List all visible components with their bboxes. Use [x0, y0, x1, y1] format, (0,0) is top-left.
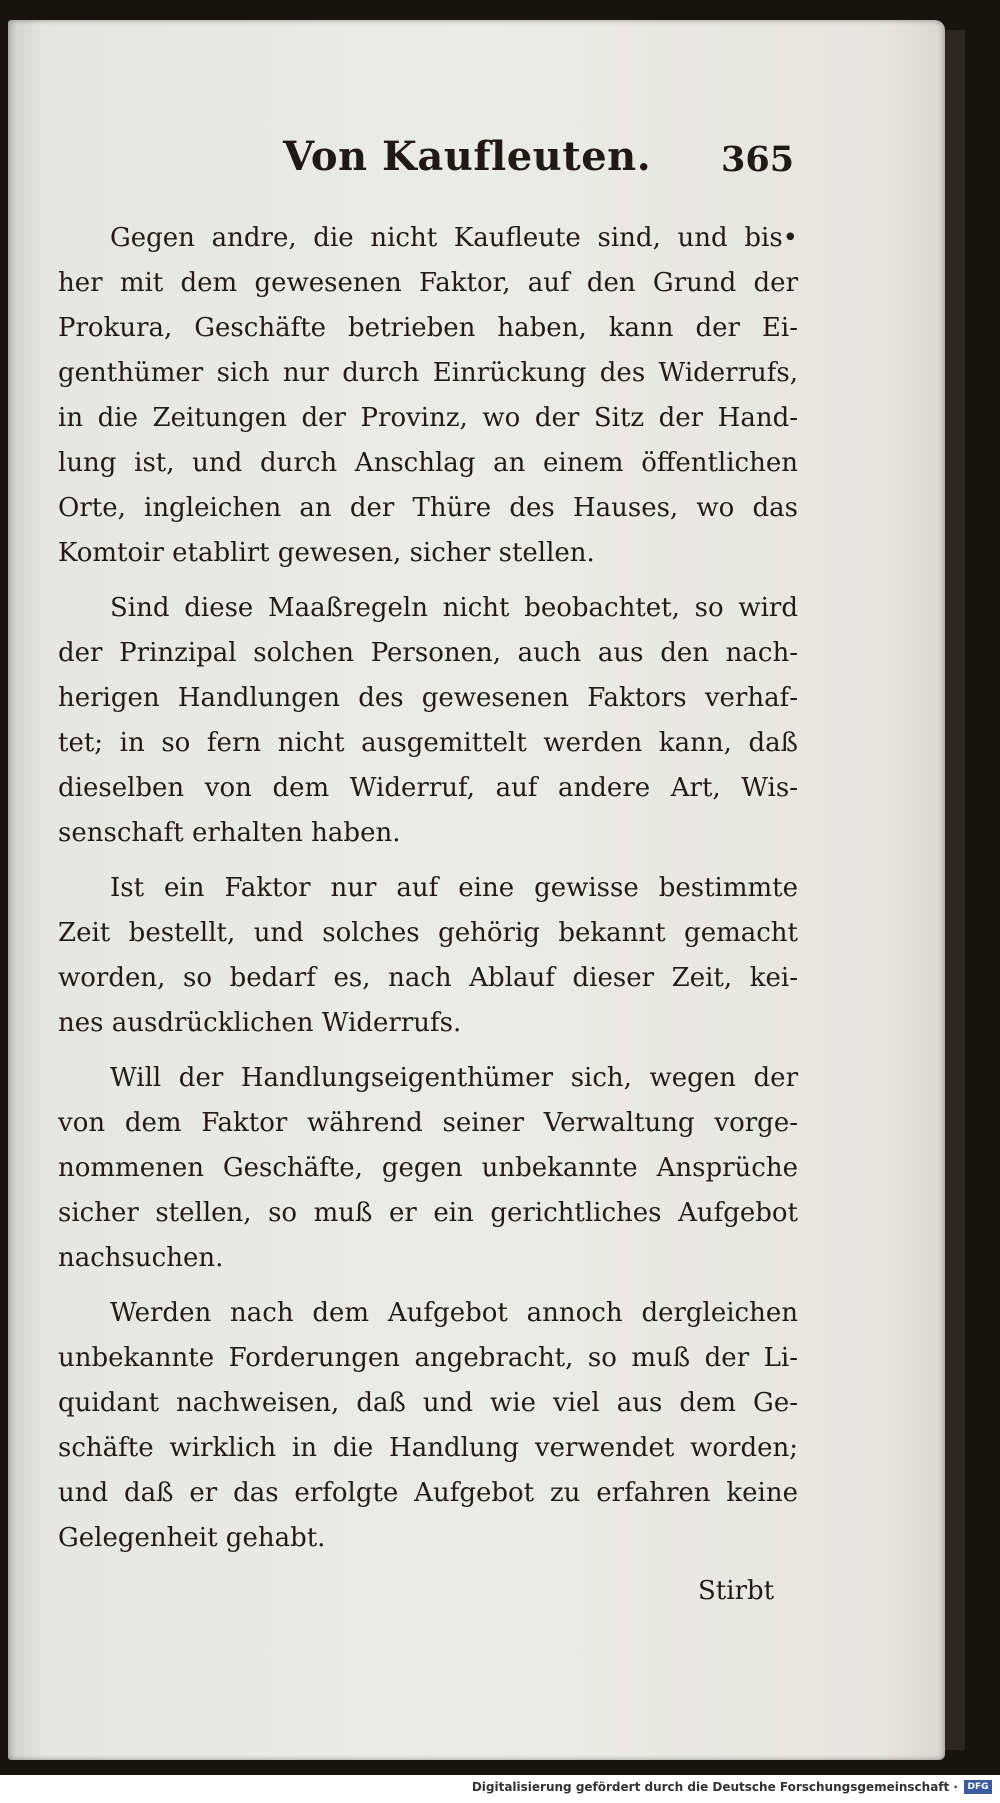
book-page — [8, 20, 945, 1760]
funding-credit: Digitalisierung gefördert durch die Deutsche Forschungsgemeinschaft · — [471, 1780, 958, 1794]
paragraph — [58, 1056, 798, 1281]
text-line: Werden nach dem Aufgebot annoch dergleichen — [110, 1298, 798, 1328]
text-line: nommenen Geschäfte, gegen unbekannte Ansprüche — [58, 1153, 798, 1183]
page-title: Von Kaufleuten. — [283, 133, 652, 180]
text-line: Ist ein Faktor nur auf eine gewisse bestimmte — [110, 873, 798, 903]
paragraph — [58, 216, 798, 576]
text-line: lung ist, und durch Anschlag an einem öffentlichen — [58, 448, 798, 478]
text-line: quidant nachweisen, daß und wie viel aus dem Ge‑ — [58, 1388, 798, 1418]
text-line: Will der Handlungseigenthümer sich, wegen der — [110, 1063, 798, 1093]
body-text — [58, 216, 798, 1571]
page-number: 365 — [721, 139, 795, 180]
text-line: in die Zeitungen der Provinz, wo der Sitz der Hand‑ — [58, 403, 798, 433]
text-line: Sind diese Maaßregeln nicht beobachtet, so wird — [110, 593, 798, 623]
text-line: nes ausdrücklichen Widerrufs. — [58, 1008, 462, 1038]
text-line: Gelegenheit gehabt. — [58, 1523, 326, 1553]
dfg-logo-icon: DFG — [964, 1780, 992, 1794]
text-line: unbekannte Forderungen angebracht, so muß der Li‑ — [58, 1343, 798, 1373]
text-line: nachsuchen. — [58, 1243, 224, 1273]
text-line: tet; in so fern nicht ausgemittelt werden kann, daß — [58, 728, 798, 758]
text-line: Komtoir etablirt gewesen, sicher stellen. — [58, 538, 595, 568]
text-line: dieselben von dem Widerruf, auf andere Art, Wis‑ — [58, 773, 798, 803]
text-line: her mit dem gewesenen Faktor, auf den Grund der — [58, 268, 798, 298]
text-line: worden, so bedarf es, nach Ablauf dieser Zeit, kei‑ — [58, 963, 798, 993]
text-line: Gegen andre, die nicht Kaufleute sind, und bis• — [110, 223, 798, 253]
book-page-edge — [945, 30, 965, 1750]
text-line: von dem Faktor während seiner Verwaltung vorge‑ — [58, 1108, 798, 1138]
text-line: genthümer sich nur durch Einrückung des Widerrufs, — [58, 358, 798, 388]
text-line: sicher stellen, so muß er ein gerichtliches Aufgebot — [58, 1198, 798, 1228]
running-head — [8, 133, 945, 193]
text-line: und daß er das erfolgte Aufgebot zu erfahren keine — [58, 1478, 798, 1508]
text-line: Orte, ingleichen an der Thüre des Hauses, wo das — [58, 493, 798, 523]
text-line: Prokura, Geschäfte betrieben haben, kann der Ei‑ — [58, 313, 798, 343]
text-line: der Prinzipal solchen Personen, auch aus den nach‑ — [58, 638, 798, 668]
footer-bar — [0, 1775, 1000, 1803]
text-line: senschaft erhalten haben. — [58, 818, 401, 848]
text-line: Zeit bestellt, und solches gehörig bekannt gemacht — [58, 918, 798, 948]
paragraph — [58, 1291, 798, 1561]
paragraph — [58, 866, 798, 1046]
text-line: schäfte wirklich in die Handlung verwendet worden; — [58, 1433, 798, 1463]
catchword: Stirbt — [698, 1576, 775, 1606]
text-line: herigen Handlungen des gewesenen Faktors verhaf‑ — [58, 683, 798, 713]
paragraph — [58, 586, 798, 856]
